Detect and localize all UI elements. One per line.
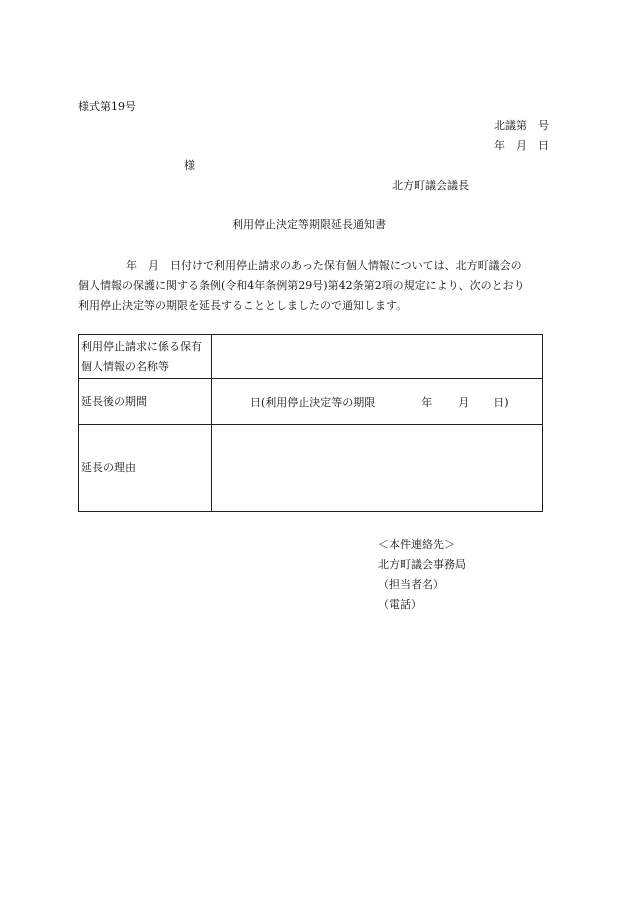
document-number: 北議第 号 <box>494 119 549 132</box>
body-text <box>78 256 558 316</box>
sender-name: 北方町議会議長 <box>392 179 469 192</box>
document-date: 年 月 日 <box>494 139 549 152</box>
contact-block <box>378 535 466 615</box>
table-row <box>79 335 543 379</box>
record-name-value <box>212 335 543 379</box>
table-row <box>79 379 543 425</box>
contact-person: （担当者名） <box>378 578 444 591</box>
table-row <box>79 425 543 512</box>
contact-phone: （電話） <box>378 598 422 611</box>
body-line-3: 利用停止決定等の期限を延長することとしましたので通知します。 <box>78 299 408 312</box>
extended-period-label: 延長後の期間 <box>79 379 212 425</box>
period-deadline-note: (利用停止決定等の期限 <box>261 395 376 409</box>
form-number: 様式第19号 <box>78 100 136 113</box>
contact-heading: ＜本件連絡先＞ <box>378 538 455 551</box>
period-year: 年 <box>421 395 433 409</box>
body-line-1: 年 月 日付けで利用停止請求のあった保有個人情報については、北方町議会の <box>126 259 522 272</box>
record-name-label-line1: 利用停止請求に係る保有 <box>81 339 202 353</box>
period-end: 日) <box>493 395 509 409</box>
body-line-2: 個人情報の保護に関する条例(令和4年条例第29号)第42条第2項の規定により、次のとおり <box>78 279 525 292</box>
extension-details-table <box>78 334 543 512</box>
record-name-label-line2: 個人情報の名称等 <box>81 359 169 373</box>
extension-reason-value <box>212 425 543 512</box>
document-title: 利用停止決定等期限延長通知書 <box>232 218 386 231</box>
extension-reason-label: 延長の理由 <box>79 425 212 512</box>
addressee-honorific: 様 <box>184 159 195 172</box>
contact-office: 北方町議会事務局 <box>378 558 466 571</box>
extended-period-value <box>212 379 543 425</box>
period-month: 月 <box>458 395 470 409</box>
record-name-label <box>79 335 212 379</box>
period-day: 日 <box>250 395 261 409</box>
